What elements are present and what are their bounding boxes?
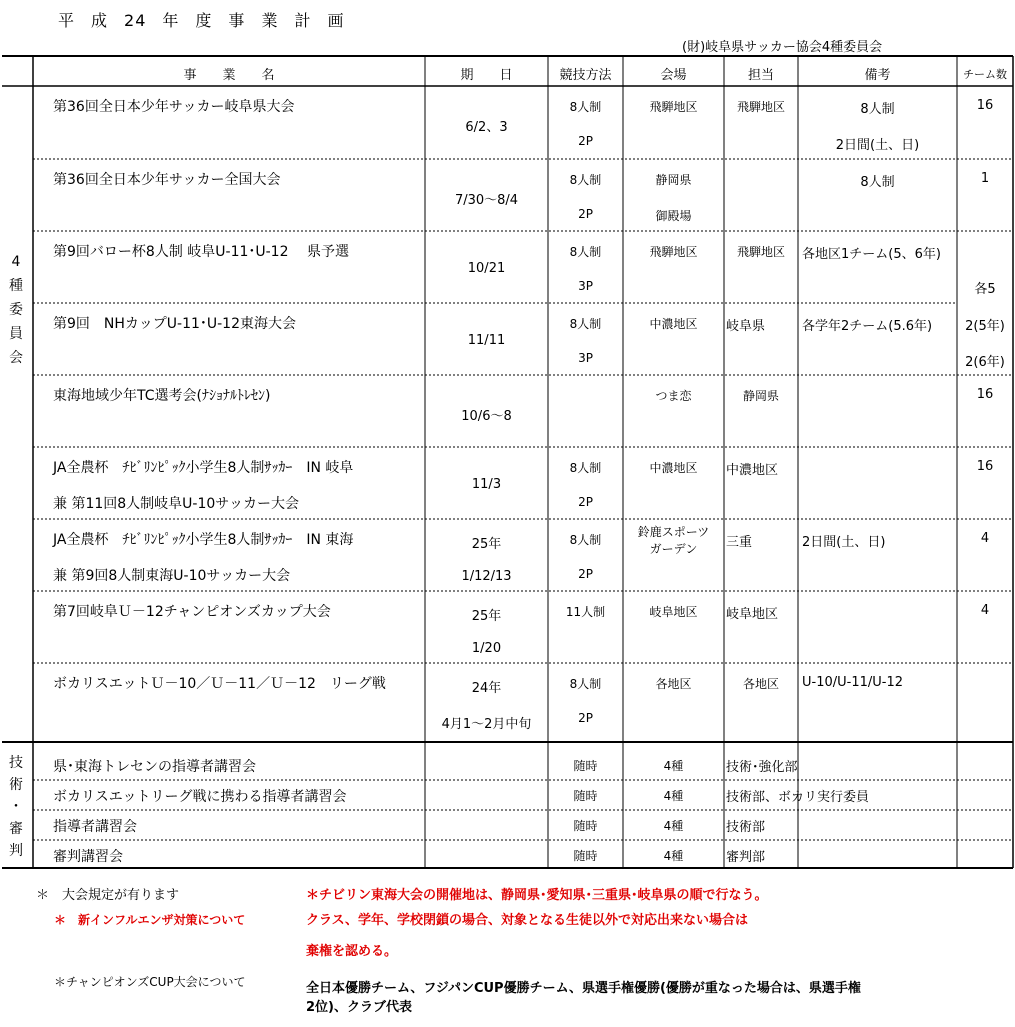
cell-venue: 飛騨地区	[649, 100, 698, 114]
cell-period: 24年	[471, 681, 502, 696]
merged-teams: 各5	[974, 282, 996, 297]
cell-teams: 4	[980, 603, 990, 618]
cell-name: 第36回全日本少年サッカー岐阜県大会	[53, 99, 295, 115]
cell-period: 7/30～8/4	[454, 193, 519, 208]
cell-charge: 岐阜地区	[726, 607, 779, 622]
cell-remarks: 各地区1チーム(5、6年)	[802, 247, 941, 262]
cell-venue: 岐阜地区	[649, 605, 698, 619]
note-champions-detail-1: 全日本優勝チーム、フジパンCUP優勝チーム、県選手権優勝(優勝が重なった場合は、県選手権	[306, 981, 861, 996]
cell-teams: 16	[976, 459, 994, 474]
tech-venue: 4種	[663, 849, 684, 863]
tech-method: 随時	[573, 849, 598, 863]
cell-name: 兼 第11回8人制岐阜U-10サッカー大会	[53, 496, 300, 512]
group-label-char: 4	[11, 254, 21, 270]
group-label-tech	[6, 752, 26, 862]
cell-remarks: 2日間(土、日)	[802, 535, 886, 550]
cell-period: 6/2、3	[465, 120, 508, 135]
title-char: 事	[228, 11, 246, 30]
tech-venue: 4種	[663, 819, 684, 833]
title-char: 年	[162, 11, 180, 30]
cell-period: 1/12/13	[461, 569, 512, 584]
cell-venue: 御殿場	[655, 209, 692, 223]
header-name: 事 業 名	[183, 68, 275, 83]
cell-charge: 飛騨地区	[736, 100, 785, 114]
cell-venue: 中濃地区	[649, 461, 698, 475]
cell-method: 2P	[578, 567, 593, 581]
cell-charge: 岐阜県	[726, 319, 766, 334]
cell-teams: 2(6年)	[965, 355, 1005, 370]
tech-method: 随時	[573, 819, 598, 833]
header-method: 競技方法	[559, 68, 612, 83]
cell-venue: 中濃地区	[649, 317, 698, 331]
tech-name: 審判講習会	[53, 849, 123, 865]
cell-method: 8人制	[569, 317, 602, 331]
cell-teams: 1	[980, 171, 990, 186]
tech-method: 随時	[573, 789, 598, 803]
title-char: 業	[261, 11, 279, 30]
note-closure-2: 棄権を認める。	[306, 944, 398, 959]
cell-method: 8人制	[569, 100, 602, 114]
cell-name: 第9回バロー杯8人制 岐阜U-11･U-12 県予選	[53, 244, 349, 260]
cell-name: JA全農杯 ﾁﾋﾞﾘﾝﾋﾟｯｸ小学生8人制ｻｯｶｰ IN 岐阜	[53, 460, 354, 476]
cell-method: 2P	[578, 134, 593, 148]
note-champions: ＊チャンピオンズCUP大会について	[54, 975, 246, 989]
group-label-char: ・	[9, 799, 23, 815]
cell-teams: 4	[980, 531, 990, 546]
cell-name: ボカリスエットＵ－10／Ｕ－11／Ｕ－12 リーグ戦	[53, 676, 386, 692]
note-champions-detail-2: 2位)、クラブ代表	[306, 1000, 412, 1015]
cell-method: 11人制	[565, 605, 606, 619]
cell-method: 2P	[578, 711, 593, 725]
tech-charge: 技術部	[726, 820, 766, 835]
cell-charge: 各地区	[742, 677, 779, 691]
group-label-char: 種	[9, 278, 23, 294]
cell-name: 東海地域少年TC選考会(ﾅｼｮﾅﾙﾄﾚｾﾝ)	[53, 388, 271, 404]
cell-teams: 16	[976, 387, 994, 402]
cell-period: 11/3	[471, 477, 502, 492]
cell-charge: 飛騨地区	[736, 245, 785, 259]
cell-remarks: 2日間(土、日)	[835, 138, 920, 153]
group-label-char: 員	[9, 326, 23, 342]
cell-teams: 16	[976, 98, 994, 113]
header-venue: 会場	[660, 68, 687, 83]
tech-name: 県･東海トレセンの指導者講習会	[53, 759, 256, 775]
group-label-char: 判	[9, 843, 23, 859]
group-label-char: 術	[9, 777, 23, 793]
cell-charge: 中濃地区	[726, 463, 779, 478]
tech-venue: 4種	[663, 789, 684, 803]
cell-venue: 鈴鹿スポーツ	[637, 525, 710, 539]
cell-period: 10/6～8	[461, 409, 512, 424]
group-label-committee	[6, 250, 26, 370]
cell-venue: つま恋	[655, 389, 692, 403]
cell-period: 10/21	[467, 261, 506, 276]
tech-charge: 審判部	[726, 850, 766, 865]
note-tokai-venue: ＊チビリン東海大会の開催地は、静岡県･愛知県･三重県･岐阜県の順で行なう。	[306, 888, 768, 903]
tech-name: ボカリスエットリーグ戦に携わる指導者講習会	[53, 789, 347, 805]
header-charge: 担当	[747, 68, 774, 83]
cell-name: JA全農杯 ﾁﾋﾞﾘﾝﾋﾟｯｸ小学生8人制ｻｯｶｰ IN 東海	[53, 532, 354, 548]
cell-remarks: 8人制	[860, 102, 895, 117]
note-influenza: ＊ 新インフルエンザ対策について	[54, 913, 246, 927]
title-char: 24	[124, 11, 147, 30]
cell-method: 3P	[578, 279, 593, 293]
cell-venue: 飛騨地区	[649, 245, 698, 259]
group-label-char: 委	[9, 302, 23, 318]
cell-method: 2P	[578, 207, 593, 221]
cell-name: 兼 第9回8人制東海U-10サッカー大会	[53, 568, 291, 584]
title-char: 成	[91, 11, 109, 30]
cell-method: 8人制	[569, 533, 602, 547]
organization-name: (財)岐阜県サッカー協会4種委員会	[682, 40, 883, 55]
title-char: 度	[195, 11, 213, 30]
cell-name: 第36回全日本少年サッカー全国大会	[53, 172, 281, 188]
cell-period: 4月1～2月中旬	[441, 717, 532, 732]
tech-venue: 4種	[663, 759, 684, 773]
cell-remarks: U-10/U-11/U-12	[802, 675, 904, 690]
title-char: 計	[294, 11, 312, 30]
cell-method: 2P	[578, 495, 593, 509]
header-period: 期 日	[460, 68, 513, 83]
tech-name: 指導者講習会	[53, 819, 137, 835]
group-label-char: 技	[9, 755, 23, 771]
cell-method: 3P	[578, 351, 593, 365]
group-label-char: 審	[9, 821, 23, 837]
cell-name: 第9回 NHカップU-11･U-12東海大会	[53, 316, 296, 332]
cell-period: 25年	[471, 609, 502, 624]
note-rules: ＊ 大会規定が有ります	[36, 888, 180, 903]
tech-method: 随時	[573, 759, 598, 773]
cell-venue: 各地区	[655, 677, 692, 691]
cell-charge: 静岡県	[742, 389, 779, 403]
tech-charge: 技術･強化部	[726, 760, 798, 775]
cell-remarks: 8人制	[860, 175, 895, 190]
note-closure-1: クラス、学年、学校閉鎖の場合、対象となる生徒以外で対応出来ない場合は	[306, 913, 749, 928]
cell-venue: ガーデン	[649, 542, 698, 556]
cell-method: 8人制	[569, 245, 602, 259]
header-remarks: 備考	[864, 68, 891, 83]
cell-teams: 2(5年)	[965, 319, 1005, 334]
cell-name: 第7回岐阜Ｕ－12チャンピオンズカップ大会	[53, 604, 331, 620]
cell-period: 25年	[471, 537, 502, 552]
tech-charge: 技術部、ボカリ実行委員	[726, 790, 870, 805]
cell-charge: 三重	[726, 535, 753, 550]
cell-remarks: 各学年2チーム(5.6年)	[802, 319, 933, 334]
cell-period: 11/11	[467, 333, 506, 348]
cell-venue: 静岡県	[655, 173, 692, 187]
cell-method: 8人制	[569, 173, 602, 187]
title-char: 平	[58, 11, 76, 30]
group-label-char: 会	[9, 350, 23, 366]
cell-method: 8人制	[569, 461, 602, 475]
title-char: 画	[327, 11, 345, 30]
cell-period: 1/20	[471, 641, 502, 656]
cell-method: 8人制	[569, 677, 602, 691]
page-title	[58, 8, 360, 31]
header-teams: チーム数	[963, 68, 1007, 81]
